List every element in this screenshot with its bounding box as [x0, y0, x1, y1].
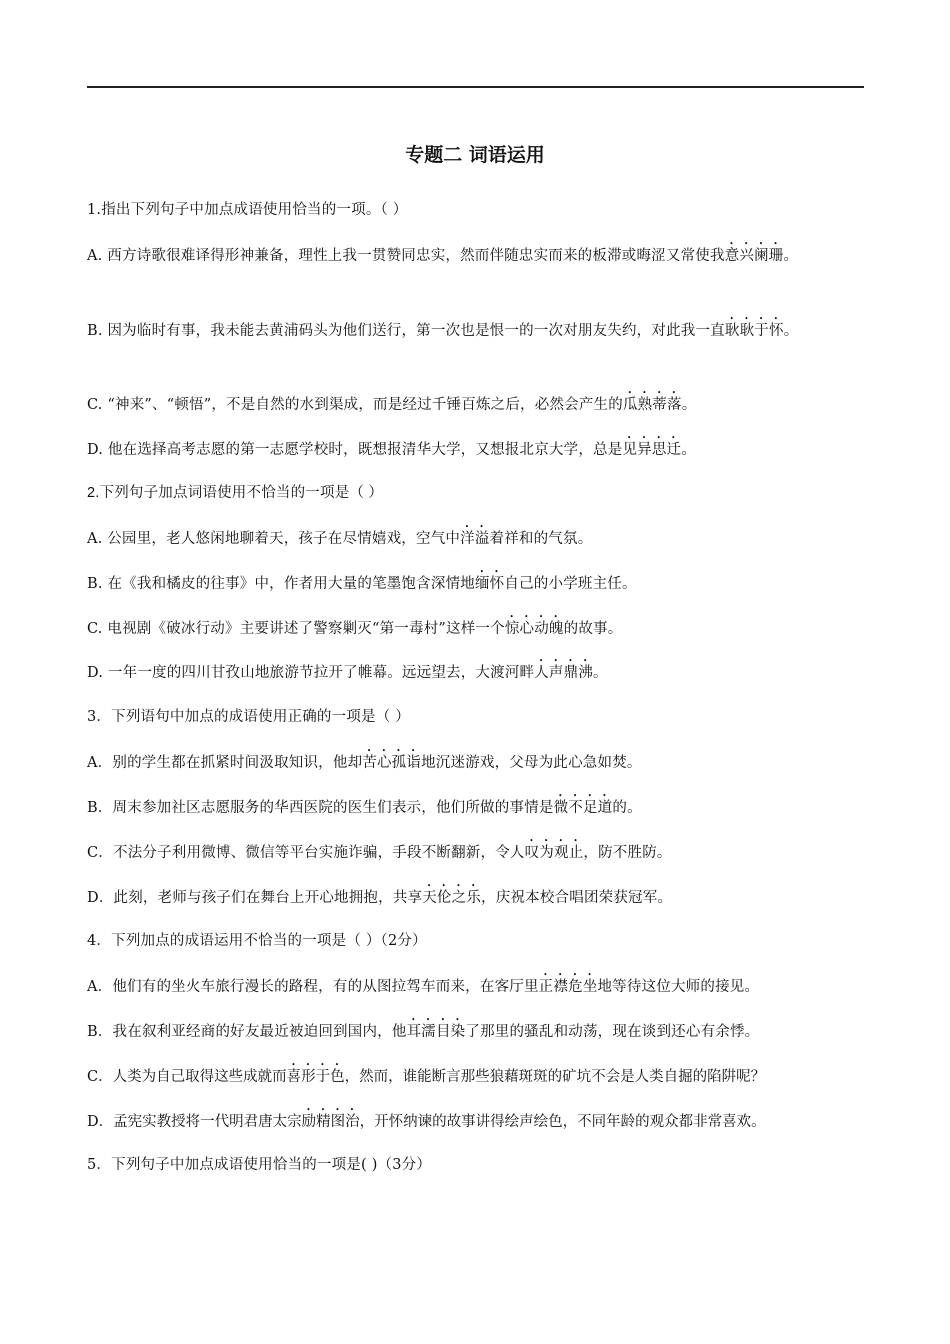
emphasized-idiom: 耿耿于怀 — [724, 323, 784, 339]
emphasized-word: 缅怀 — [474, 576, 505, 592]
emphasized-idiom: 意兴阑珊 — [724, 248, 784, 264]
question-3-option-a: A．别的学生都在抓紧时间汲取知识，他却苦心孤诣地沉迷游戏，父母为此心急如焚。 — [87, 755, 642, 771]
question-3-option-b: B．周末参加社区志愿服务的华西医院的医生们表示，他们所做的事情是微不足道的。 — [87, 800, 642, 816]
emphasized-idiom: 苦心孤诣 — [362, 755, 422, 771]
question-4-option-d: D．孟宪实教授将一代明君唐太宗励精图治，开怀纳谏的故事讲得绘声绘色，不同年龄的观众都非常喜欢。 — [87, 1114, 766, 1130]
emphasized-idiom: 正襟危坐 — [538, 979, 598, 995]
question-3-stem: 3．下列语句中加点的成语使用正确的一项是（ ） — [87, 709, 410, 725]
page-title: 专题二 词语运用 — [405, 144, 545, 166]
question-1-stem: 1.指出下列句子中加点成语使用恰当的一项。（ ） — [87, 202, 408, 218]
emphasized-idiom: 励精图治 — [301, 1114, 360, 1130]
question-4-option-a: A．他们有的坐火车旅行漫长的路程，有的从图拉驾车而来，在客厅里正襟危坐地等待这位大师的接见。 — [87, 979, 760, 995]
question-2-option-b: B. 在《我和橘皮的往事》中，作者用大量的笔墨饱含深情地缅怀自己的小学班主任。 — [87, 576, 637, 592]
emphasized-idiom: 见异思迁 — [622, 442, 682, 458]
header-rule — [87, 86, 864, 88]
question-1-option-c: C. “神来”、“顿悟”，不是自然的水到渠成，而是经过千锤百炼之后，必然会产生的瓜熟蒂落。 — [87, 397, 697, 413]
question-1-option-a: A. 西方诗歌很难译得形神兼备，理性上我一贯赞同忠实，然而伴随忠实而来的板滞或晦涩又常使我意兴阑珊。 — [87, 248, 799, 264]
emphasized-idiom: 天伦之乐 — [422, 890, 482, 906]
question-3-option-d: D．此刻，老师与孩子们在舞台上开心地拥抱，共享天伦之乐，庆祝本校合唱团荣获冠军。 — [87, 890, 673, 906]
question-4-option-c: C．人类为自己取得这些成就而喜形于色，然而，谁能断言那些狼藉斑斑的矿坑不会是人类自掘的陷阱呢？ — [87, 1069, 766, 1085]
emphasized-idiom: 叹为观止 — [524, 845, 584, 861]
question-4-stem: 4．下列加点的成语运用不恰当的一项是（ ）（2分） — [87, 933, 427, 949]
question-2-stem: 2.下列句子加点词语使用不恰当的一项是（ ） — [87, 485, 384, 501]
emphasized-word: 惊心动魄 — [504, 621, 564, 637]
question-3-option-c: C．不法分子利用微博、微信等平台实施诈骗，手段不断翻新，令人叹为观止，防不胜防。 — [87, 845, 672, 861]
emphasized-idiom: 喜形于色 — [286, 1069, 345, 1085]
emphasized-word: 洋溢 — [460, 531, 490, 547]
question-4-option-b: B．我在叙利亚经商的好友最近被迫回到国内，他耳濡目染了那里的骚乱和动荡，现在谈到还心有余悸。 — [87, 1024, 760, 1040]
question-2-option-d: D. 一年一度的四川甘孜山地旅游节拉开了帷幕。远远望去，大渡河畔人声鼎沸。 — [87, 665, 608, 681]
question-5-stem: 5．下列句子中加点成语使用恰当的一项是( )（3分） — [87, 1157, 432, 1173]
emphasized-word: 人声鼎沸 — [534, 665, 594, 681]
emphasized-idiom: 耳濡目染 — [406, 1024, 466, 1040]
question-1-option-b: B. 因为临时有事，我未能去黄浦码头为他们送行，第一次也是恨一的一次对朋友失约，对此我一直耿耿于怀。 — [87, 323, 799, 339]
question-2-option-a: A. 公园里，老人悠闲地聊着天，孩子在尽情嬉戏，空气中洋溢着祥和的气氛。 — [87, 531, 593, 547]
question-2-option-c: C. 电视剧《破冰行动》主要讲述了警察剿灭“第一毒村”这样一个惊心动魄的故事。 — [87, 621, 623, 637]
emphasized-idiom: 瓜熟蒂落 — [622, 397, 682, 413]
question-1-option-d: D. 他在选择高考志愿的第一志愿学校时，既想报清华大学，又想报北京大学，总是见异思迁。 — [87, 442, 696, 458]
emphasized-idiom: 微不足道 — [553, 800, 613, 816]
